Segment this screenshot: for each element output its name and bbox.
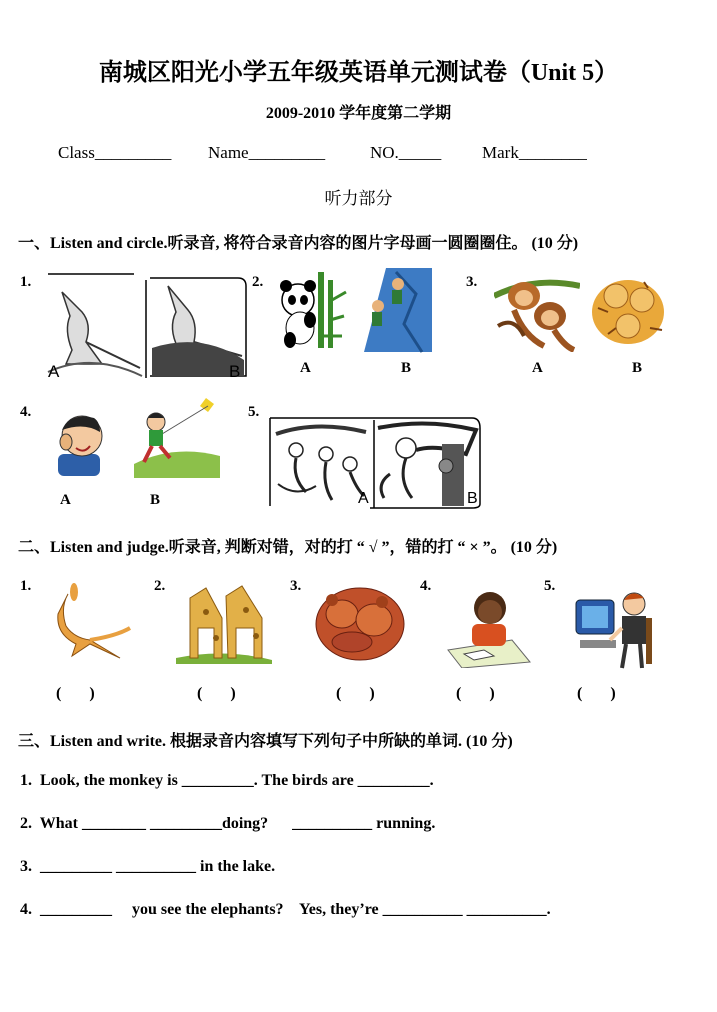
monkeys-picture	[494, 266, 580, 352]
answer-blank[interactable]: ( )	[577, 685, 616, 702]
panda-picture	[270, 270, 350, 350]
kangaroo-pictures	[42, 272, 248, 380]
part1-heading: 一、Listen and circle.听录音, 将符合录音内容的图片字母画一圆圈圈住。 (10 分)	[18, 235, 579, 252]
boy-calling-picture	[50, 408, 110, 476]
boy-kite-picture	[134, 394, 220, 478]
tigers-picture	[588, 268, 668, 348]
boy-computer-picture	[572, 588, 660, 670]
item-number: 4.	[420, 578, 432, 594]
item-number: 5.	[248, 404, 260, 420]
page-subtitle: 2009-2010 学年度第二学期	[265, 105, 452, 122]
name-field[interactable]: Name_________	[208, 143, 326, 162]
answer-blank[interactable]: ( )	[56, 685, 95, 702]
boy-reading-picture	[442, 588, 532, 668]
fill-in-sentence[interactable]: 1. Look, the monkey is _________. The birds are _________.	[20, 772, 434, 789]
fill-in-sentence[interactable]: 3. _________ __________ in the lake.	[20, 858, 276, 875]
item-number: 4.	[20, 404, 32, 420]
item-number: 2.	[154, 578, 166, 594]
kangaroo-picture	[46, 578, 132, 662]
monkeys-tree-pictures	[266, 414, 484, 510]
climbing-picture	[356, 264, 434, 354]
option-b[interactable]: B	[401, 360, 412, 376]
mark-field[interactable]: Mark________	[482, 143, 587, 162]
item-number: 2.	[252, 274, 264, 290]
answer-blank[interactable]: ( )	[456, 685, 495, 702]
option-b[interactable]: B	[150, 492, 161, 508]
option-b[interactable]: B	[229, 362, 241, 381]
item-number: 1.	[20, 578, 32, 594]
option-a[interactable]: A	[300, 360, 311, 376]
class-field[interactable]: Class_________	[58, 143, 172, 162]
item-number: 3.	[290, 578, 302, 594]
fill-in-sentence[interactable]: 2. What ________ _________doing? __________ running.	[20, 815, 436, 832]
option-a[interactable]: A	[60, 492, 71, 508]
page-title: 南城区阳光小学五年级英语单元测试卷（Unit 5）	[98, 60, 619, 86]
bears-picture	[312, 580, 408, 666]
giraffes-picture	[176, 578, 272, 664]
listening-section-title: 听力部分	[324, 189, 393, 208]
item-number: 1.	[20, 274, 32, 290]
part2-heading: 二、Listen and judge.听录音, 判断对错，对的打 “ √ ”，错的打 “ × ”。 (10 分)	[18, 539, 558, 556]
number-field[interactable]: NO._____	[370, 143, 442, 162]
answer-blank[interactable]: ( )	[336, 685, 375, 702]
option-b[interactable]: B	[632, 360, 643, 376]
answer-blank[interactable]: ( )	[197, 685, 236, 702]
item-number: 5.	[544, 578, 556, 594]
option-a[interactable]: A	[48, 362, 60, 381]
option-b[interactable]: B	[467, 490, 478, 507]
option-a[interactable]: A	[532, 360, 543, 376]
part3-heading: 三、Listen and write. 根据录音内容填写下列句子中所缺的单词. (10 分)	[18, 733, 513, 750]
item-number: 3.	[466, 274, 478, 290]
option-a[interactable]: A	[358, 490, 369, 507]
fill-in-sentence[interactable]: 4. _________ you see the elephants? Yes, they’re __________ __________.	[20, 901, 551, 918]
